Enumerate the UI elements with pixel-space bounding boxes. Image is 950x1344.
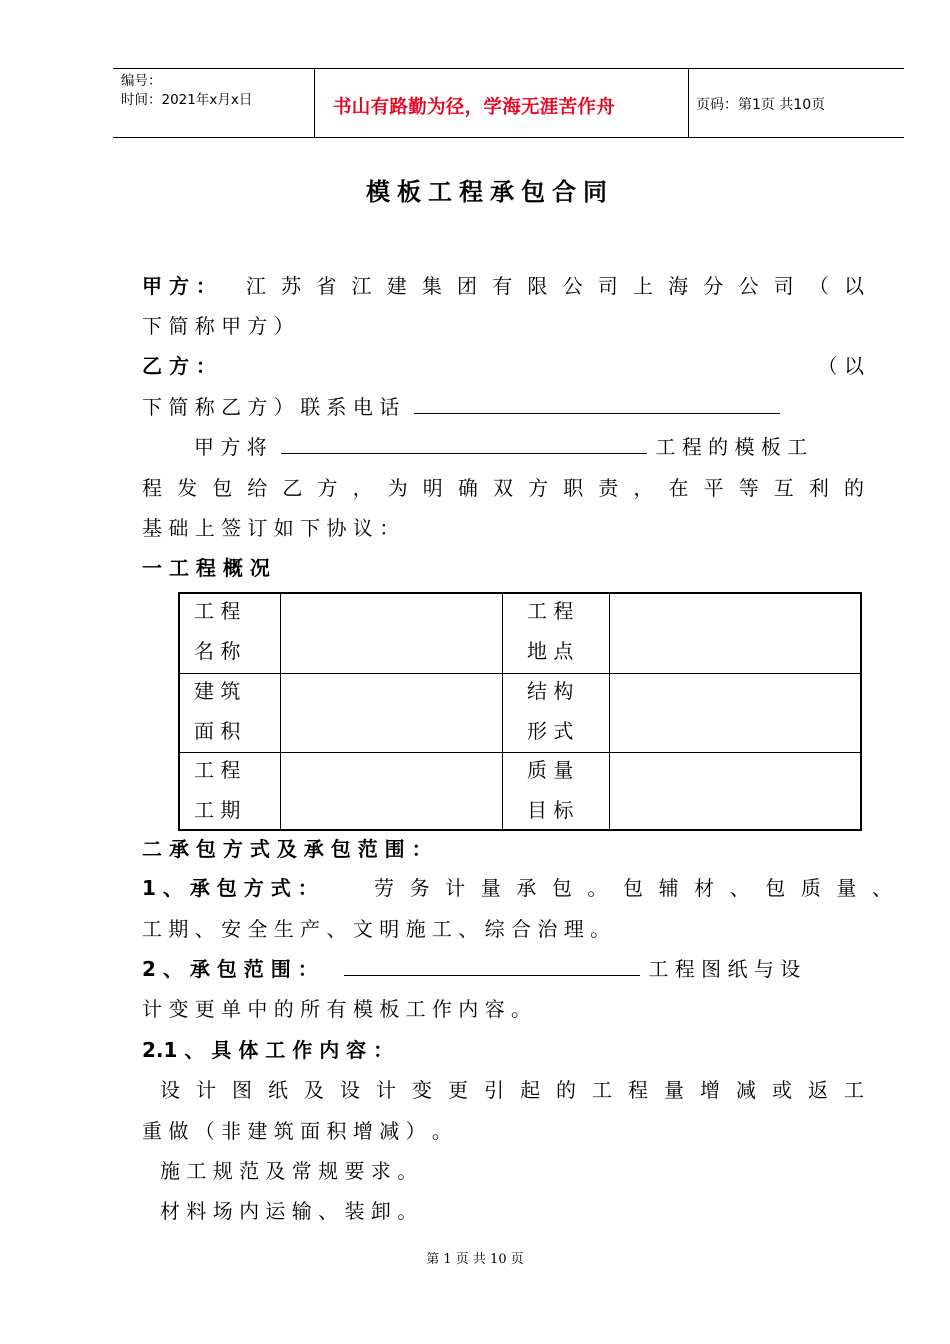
table-hline <box>180 673 860 674</box>
intro-line-1 <box>194 433 864 461</box>
item-2-1-line-3: 施 工 规 范 及 常 规 要 求 。 <box>160 1159 418 1183</box>
project-overview-table <box>178 592 862 831</box>
table-hline <box>180 752 860 753</box>
intro-line-2: 程 发 包 给 乙 方 ， 为 明 确 双 方 职 责 ， 在 平 等 互 利 的 <box>142 476 864 500</box>
table-vline <box>502 594 503 829</box>
header-divider <box>314 69 315 137</box>
project-blank <box>281 433 647 454</box>
table-cell-label: 建 筑 <box>194 679 241 703</box>
time-label: 时间：2021年x月x日 <box>121 92 253 108</box>
scope-blank <box>344 955 640 976</box>
table-cell-label: 地 点 <box>527 639 574 663</box>
item-2-1-line-1: 设 计 图 纸 及 设 计 变 更 引 起 的 工 程 量 增 减 或 返 工 <box>160 1078 864 1102</box>
table-cell-label: 工 程 <box>194 599 241 623</box>
party-a-cont: 下 简 称 甲 方 ） <box>142 314 294 338</box>
table-vline <box>609 594 610 829</box>
section-1-heading: 一 工 程 概 况 <box>142 556 270 580</box>
page-footer: 第 1 页 共 10 页 <box>426 1252 524 1267</box>
number-label: 编号： <box>121 73 162 89</box>
phone-blank <box>414 393 780 414</box>
header-divider <box>688 69 689 137</box>
table-vline <box>280 594 281 829</box>
item-2-1-heading: 2.1 、 具 体 工 作 内 容 ： <box>142 1038 394 1062</box>
table-cell-label: 面 积 <box>194 719 241 743</box>
item-1-text: 劳 务 计 量 承 包 。 包 辅 材 、 包 质 量 、 <box>374 876 892 900</box>
item-1-cont: 工 期 、 安 全 生 产 、 文 明 施 工 、 综 合 治 理 。 <box>142 917 611 941</box>
party-a-label: 甲 方 ： <box>142 274 216 298</box>
item-2-1-line-4: 材 料 场 内 运 输 、 装 卸 。 <box>160 1199 418 1223</box>
header-motto: 书山有路勤为径，学海无涯苦作舟 <box>333 97 616 118</box>
table-cell-label: 工 期 <box>194 798 241 822</box>
party-a-name: 江 苏 省 江 建 集 团 有 限 公 司 上 海 分 公 司 （ 以 <box>246 274 864 298</box>
party-b-tail: （ 以 <box>817 354 864 378</box>
item-2-line <box>142 955 864 983</box>
table-cell-label: 质 量 <box>527 758 574 782</box>
header-meta <box>121 72 252 110</box>
document-title: 模板工程承包合同 <box>366 178 614 206</box>
item-2-label: 2 、 承 包 范 围 ： <box>142 957 318 981</box>
party-b-phone-label: 下 简 称 乙 方 ） 联 系 电 话 <box>142 395 400 419</box>
item-1-label: 1 、 承 包 方 式 ： <box>142 876 318 900</box>
table-cell-label: 工 程 <box>194 758 241 782</box>
table-cell-label: 目 标 <box>527 798 574 822</box>
party-b-label: 乙 方 ： <box>142 354 216 378</box>
item-2-text: 工 程 图 纸 与 设 <box>648 957 801 981</box>
table-cell-label: 工 程 <box>527 599 574 623</box>
intro-b: 工 程 的 模 板 工 <box>655 435 808 459</box>
table-cell-label: 形 式 <box>527 719 574 743</box>
item-2-1-line-2: 重 做 （ 非 建 筑 面 积 增 减 ） 。 <box>142 1119 452 1143</box>
item-2-cont: 计 变 更 单 中 的 所 有 模 板 工 作 内 容 。 <box>142 997 532 1021</box>
section-2-heading: 二 承 包 方 式 及 承 包 范 围 ： <box>142 837 432 861</box>
party-b-cont <box>142 393 864 421</box>
document-header <box>113 68 904 138</box>
intro-a: 甲 方 将 <box>194 435 267 459</box>
table-cell-label: 结 构 <box>527 679 574 703</box>
header-page-label: 页码：第1页 共10页 <box>696 97 826 113</box>
table-cell-label: 名 称 <box>194 639 241 663</box>
intro-line-3: 基 础 上 签 订 如 下 协 议 ： <box>142 516 400 540</box>
